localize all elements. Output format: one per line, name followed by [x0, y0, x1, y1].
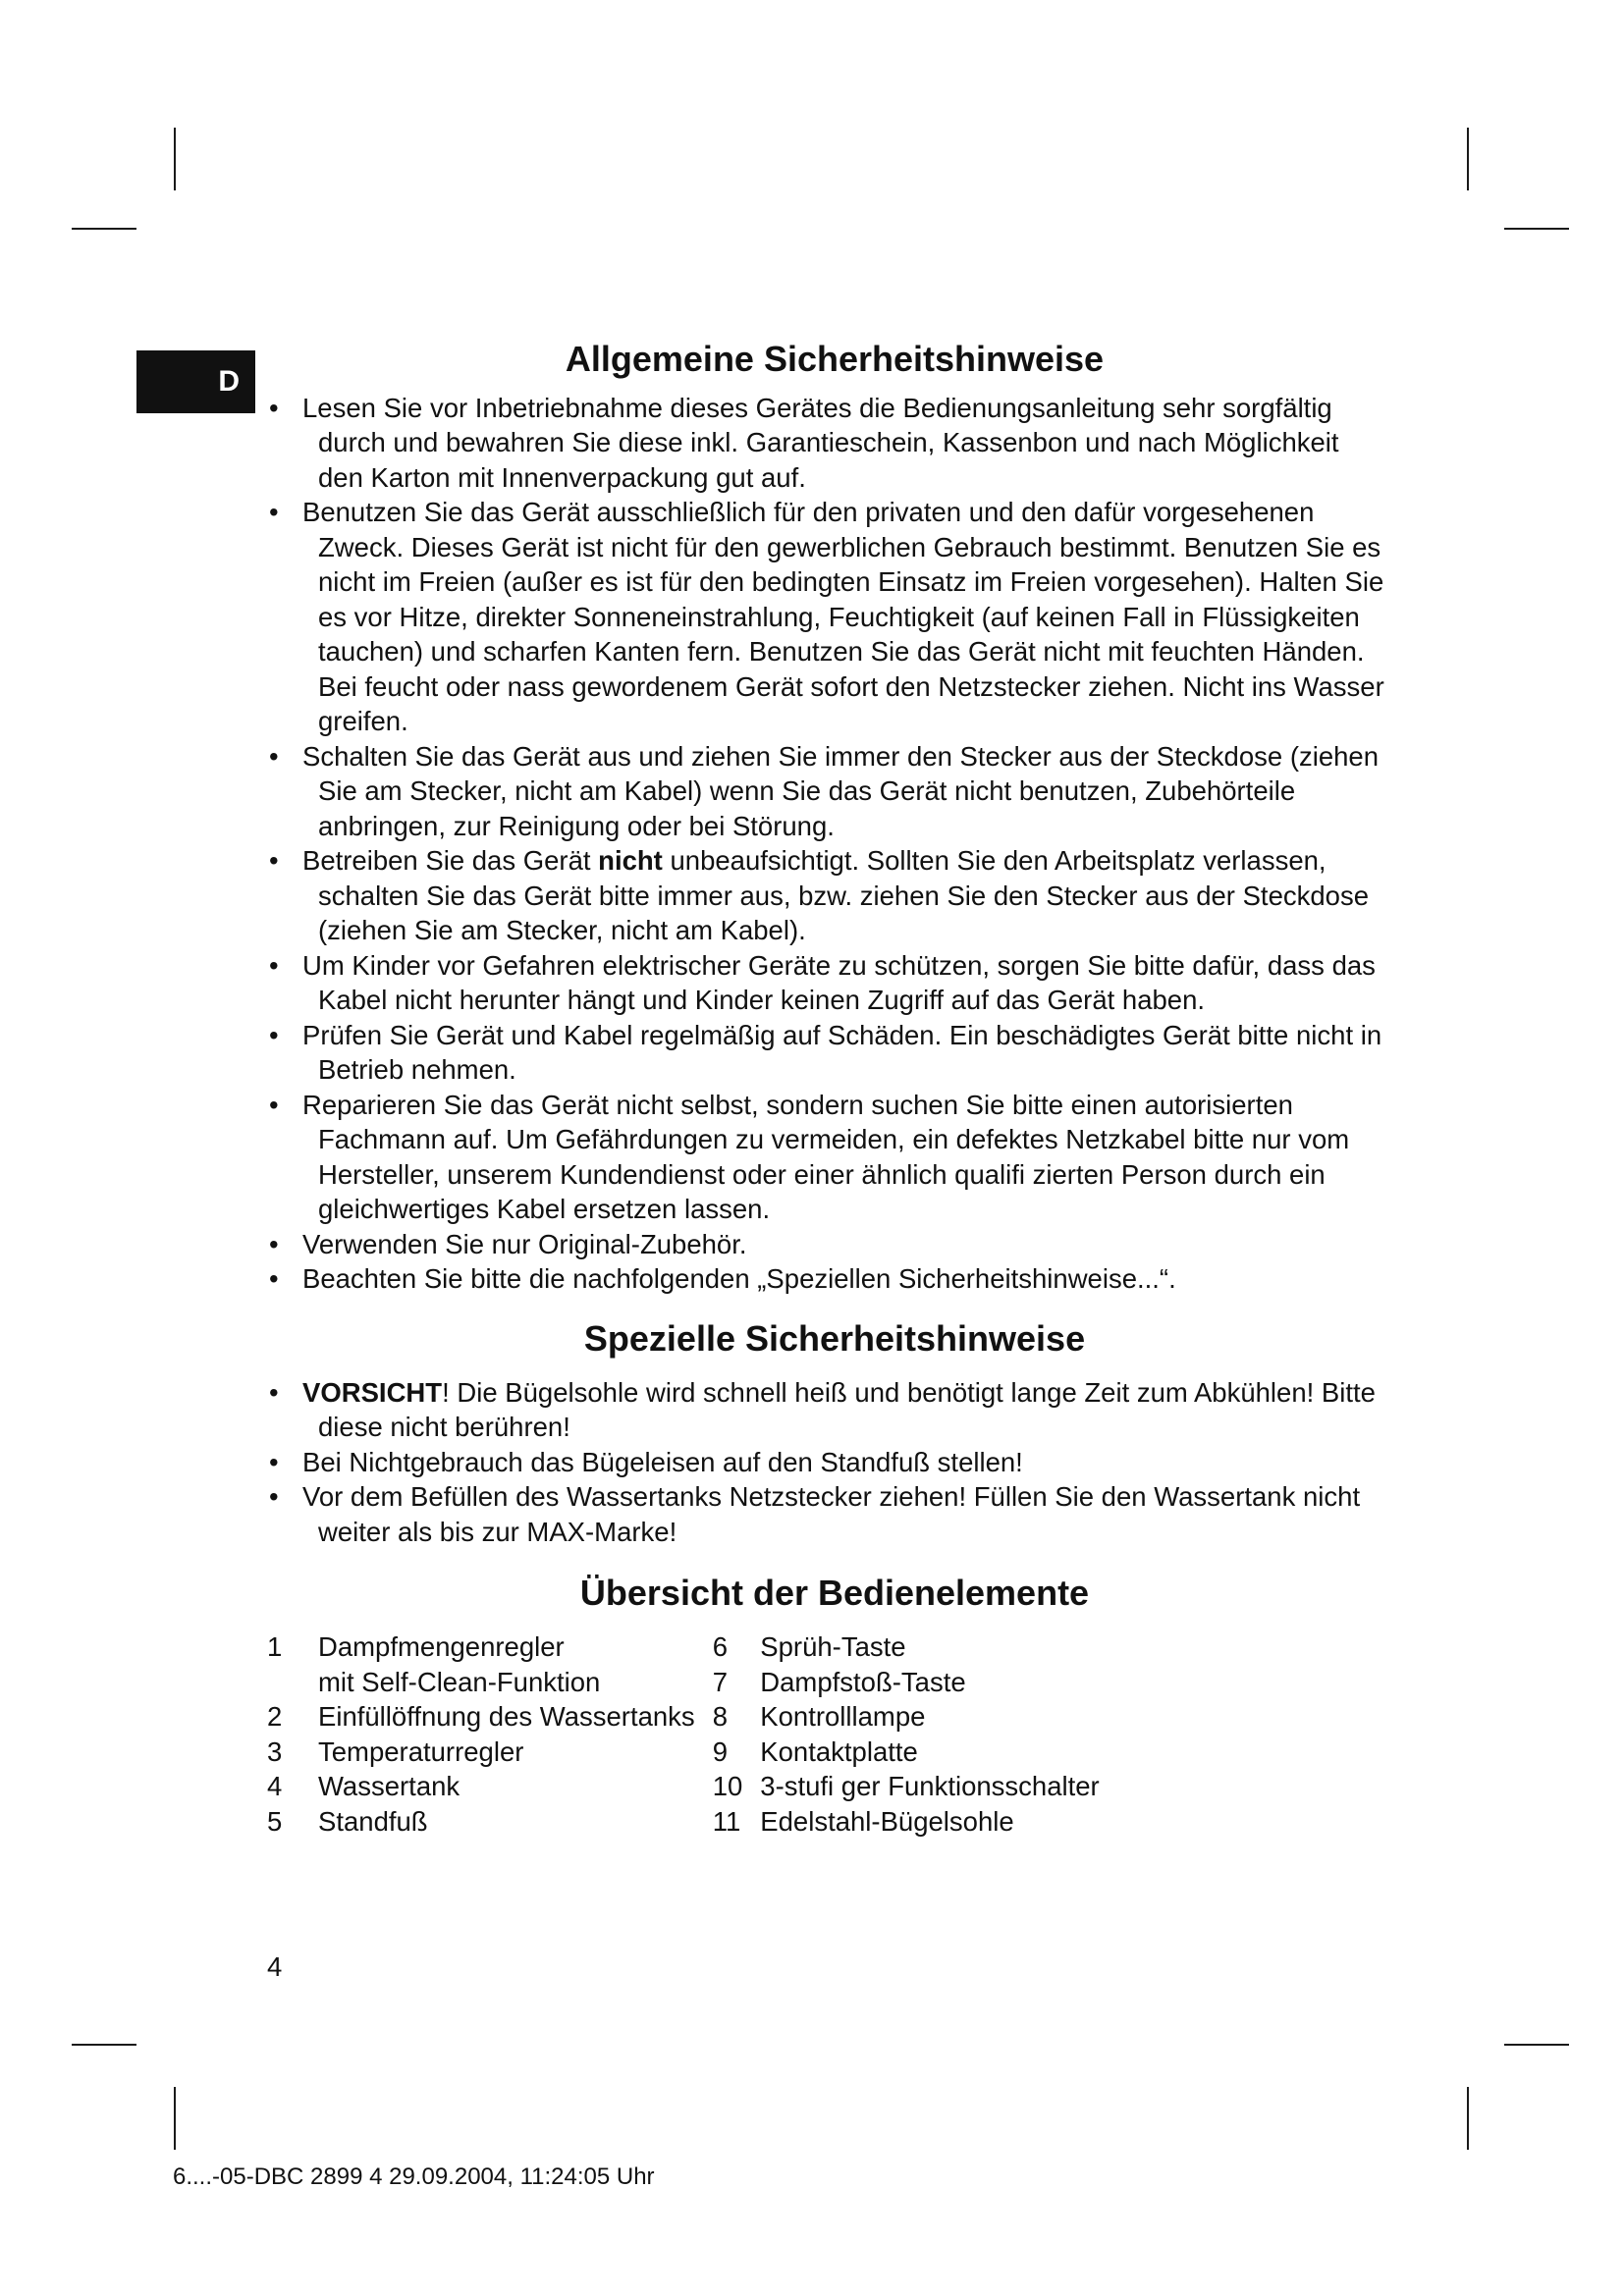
part-label: Standfuß — [318, 1805, 428, 1837]
text-segment: ! Die Bügelsohle wird schnell heiß und benötigt lange Zeit zum Abkühlen! Bitte diese nicht berühren! — [318, 1376, 1376, 1442]
part-number: 3 — [267, 1735, 283, 1767]
list-item-text — [302, 843, 1386, 948]
list-item — [267, 391, 1386, 496]
part-label: Dampfstoß-Taste — [760, 1666, 966, 1697]
crop-mark-bottom-left-vertical — [174, 2087, 176, 2150]
part-number: 9 — [712, 1735, 728, 1767]
list-item-text: • Benutzen Sie das Gerät ausschließlich für den privaten und den dafür vorgesehenen Zweck. Dieses Gerät ist nicht für den gewerblichen Gebrauch bestimmt. Benutzen Sie es nicht im Freien (außer es ist für den bedingten Einsatz im Freien vorgesehen). Halten Sie es vor Hitze, direkter Sonneneinstrahlung, Feuchtigkeit (auf keinen Fall in Flüssigkeiten tauchen) und scharfen Kanten fern. Benutzen Sie das Gerät nicht mit feuchten Händen. Bei feucht oder nass gewordenem Gerät sofort den Netzstecker ziehen. Nicht ins Wasser greifen. — [302, 497, 1384, 736]
part-label: Temperaturregler — [318, 1735, 524, 1767]
emphasis-text: VORSICHT — [302, 1376, 443, 1408]
table-row — [267, 1699, 1100, 1735]
part-number: 1 — [267, 1631, 283, 1662]
list-item-text: • Reparieren Sie das Gerät nicht selbst, sondern suchen Sie bitte einen autorisierten Fachmann auf. Um Gefährdungen zu vermeiden, ein defektes Netzkabel bitte nur vom Hersteller, unserem Kundendienst oder einer ähnlich qualifi zierten Person durch ein gleichwertiges Kabel ersetzen lassen. — [302, 1089, 1350, 1224]
print-footer: 6....-05-DBC 2899 4 29.09.2004, 11:24:05 Uhr — [173, 2163, 655, 2190]
part-label: mit Self-Clean-Funktion — [318, 1666, 601, 1697]
section-title-overview: Übersicht der Bedienelemente — [579, 1573, 1090, 1613]
part-label: Einfüllöffnung des Wassertanks — [318, 1701, 695, 1732]
table-row — [267, 1769, 1100, 1804]
emphasis-text: nicht — [598, 845, 663, 876]
crop-mark-top-left-horizontal — [72, 228, 136, 230]
crop-mark-bottom-right-horizontal — [1504, 2044, 1569, 2046]
list-item — [267, 1375, 1386, 1445]
list-item — [267, 843, 1386, 948]
general-safety-list — [267, 391, 1386, 1297]
list-item-text: • Prüfen Sie Gerät und Kabel regelmäßig auf Schäden. Ein beschädigtes Gerät bitte nicht in Betrieb nehmen. — [302, 1019, 1382, 1085]
page-number: 4 — [267, 1951, 283, 1982]
table-row — [267, 1665, 1100, 1700]
part-number: 5 — [267, 1805, 283, 1837]
part-label: 3-stufi ger Funktionsschalter — [760, 1771, 1100, 1801]
crop-mark-top-right-horizontal — [1504, 228, 1569, 230]
part-number: 8 — [712, 1701, 728, 1732]
part-label: Kontaktplatte — [760, 1735, 918, 1767]
section-title-general: Allgemeine Sicherheitshinweise — [565, 339, 1105, 379]
section-title-special: Spezielle Sicherheitshinweise — [583, 1317, 1086, 1359]
list-item-text: • Lesen Sie vor Inbetriebnahme dieses Gerätes die Bedienungsanleitung sehr sorgfältig durch und bewahren Sie diese inkl. Garantieschein, Kassenbon und nach Möglichkeit den Karton mit Innenverpackung gut auf. — [302, 392, 1339, 493]
list-item — [267, 948, 1386, 1018]
crop-mark-bottom-left-horizontal — [72, 2044, 136, 2046]
list-item-text: • Um Kinder vor Gefahren elektrischer Geräte zu schützen, sorgen Sie bitte dafür, dass das Kabel nicht herunter hängt und Kinder keinen Zugriff auf das Gerät haben. — [302, 949, 1376, 1015]
part-number: 4 — [267, 1771, 283, 1801]
part-number — [267, 1665, 318, 1700]
list-item-text: • Bei Nichtgebrauch das Bügeleisen auf den Standfuß stellen! — [302, 1446, 1023, 1477]
crop-mark-top-left-vertical — [174, 128, 176, 190]
list-item-text: • Schalten Sie das Gerät aus und ziehen Sie immer den Stecker aus der Steckdose (ziehen Sie am Stecker, nicht am Kabel) wenn Sie das Gerät nicht benutzen, Zubehörteile anbringen, zur Reinigung oder bei Störung. — [302, 740, 1380, 841]
part-number: 6 — [712, 1631, 728, 1662]
part-label: Kontrolllampe — [760, 1701, 926, 1732]
part-number: 10 — [712, 1771, 743, 1801]
list-item — [267, 739, 1386, 844]
list-item — [267, 495, 1386, 739]
list-item — [267, 1261, 1386, 1297]
language-tab: D — [136, 350, 255, 413]
text-segment: Betreiben Sie das Gerät — [302, 845, 599, 876]
controls-overview-table — [267, 1629, 1100, 1839]
list-item — [267, 1227, 1386, 1262]
list-item — [267, 1445, 1386, 1480]
part-number: 11 — [712, 1805, 741, 1837]
part-number: 2 — [267, 1701, 283, 1732]
list-item-text: • Vor dem Befüllen des Wassertanks Netzstecker ziehen! Füllen Sie den Wassertank nicht weiter als bis zur MAX-Marke! — [302, 1481, 1361, 1547]
crop-mark-bottom-right-vertical — [1467, 2087, 1469, 2150]
list-item — [267, 1018, 1386, 1088]
table-row — [267, 1735, 1100, 1770]
list-item — [267, 1088, 1386, 1227]
special-safety-list — [267, 1375, 1386, 1550]
table-row — [267, 1629, 1100, 1665]
list-item-text — [302, 1375, 1386, 1445]
crop-mark-top-right-vertical — [1467, 128, 1469, 190]
part-label: Wassertank — [318, 1771, 460, 1801]
list-item-text: • Beachten Sie bitte die nachfolgenden „Speziellen Sicherheitshinweise...“. — [302, 1263, 1176, 1294]
list-item-text: • Verwenden Sie nur Original-Zubehör. — [302, 1228, 747, 1259]
part-label: Sprüh-Taste — [760, 1631, 906, 1662]
text-segment: unbeaufsichtigt. Sollten Sie den Arbeitsplatz verlassen, schalten Sie das Gerät bitte immer aus, bzw. ziehen Sie den Stecker aus der Steckdose (ziehen Sie am Stecker, nicht am Kabel). — [318, 845, 1370, 945]
table-row — [267, 1804, 1100, 1840]
part-label: Edelstahl-Bügelsohle — [760, 1805, 1014, 1837]
page-content — [267, 339, 1386, 1839]
part-label: Dampfmengenregler — [318, 1631, 565, 1662]
list-item — [267, 1479, 1386, 1549]
part-number: 7 — [712, 1666, 728, 1697]
